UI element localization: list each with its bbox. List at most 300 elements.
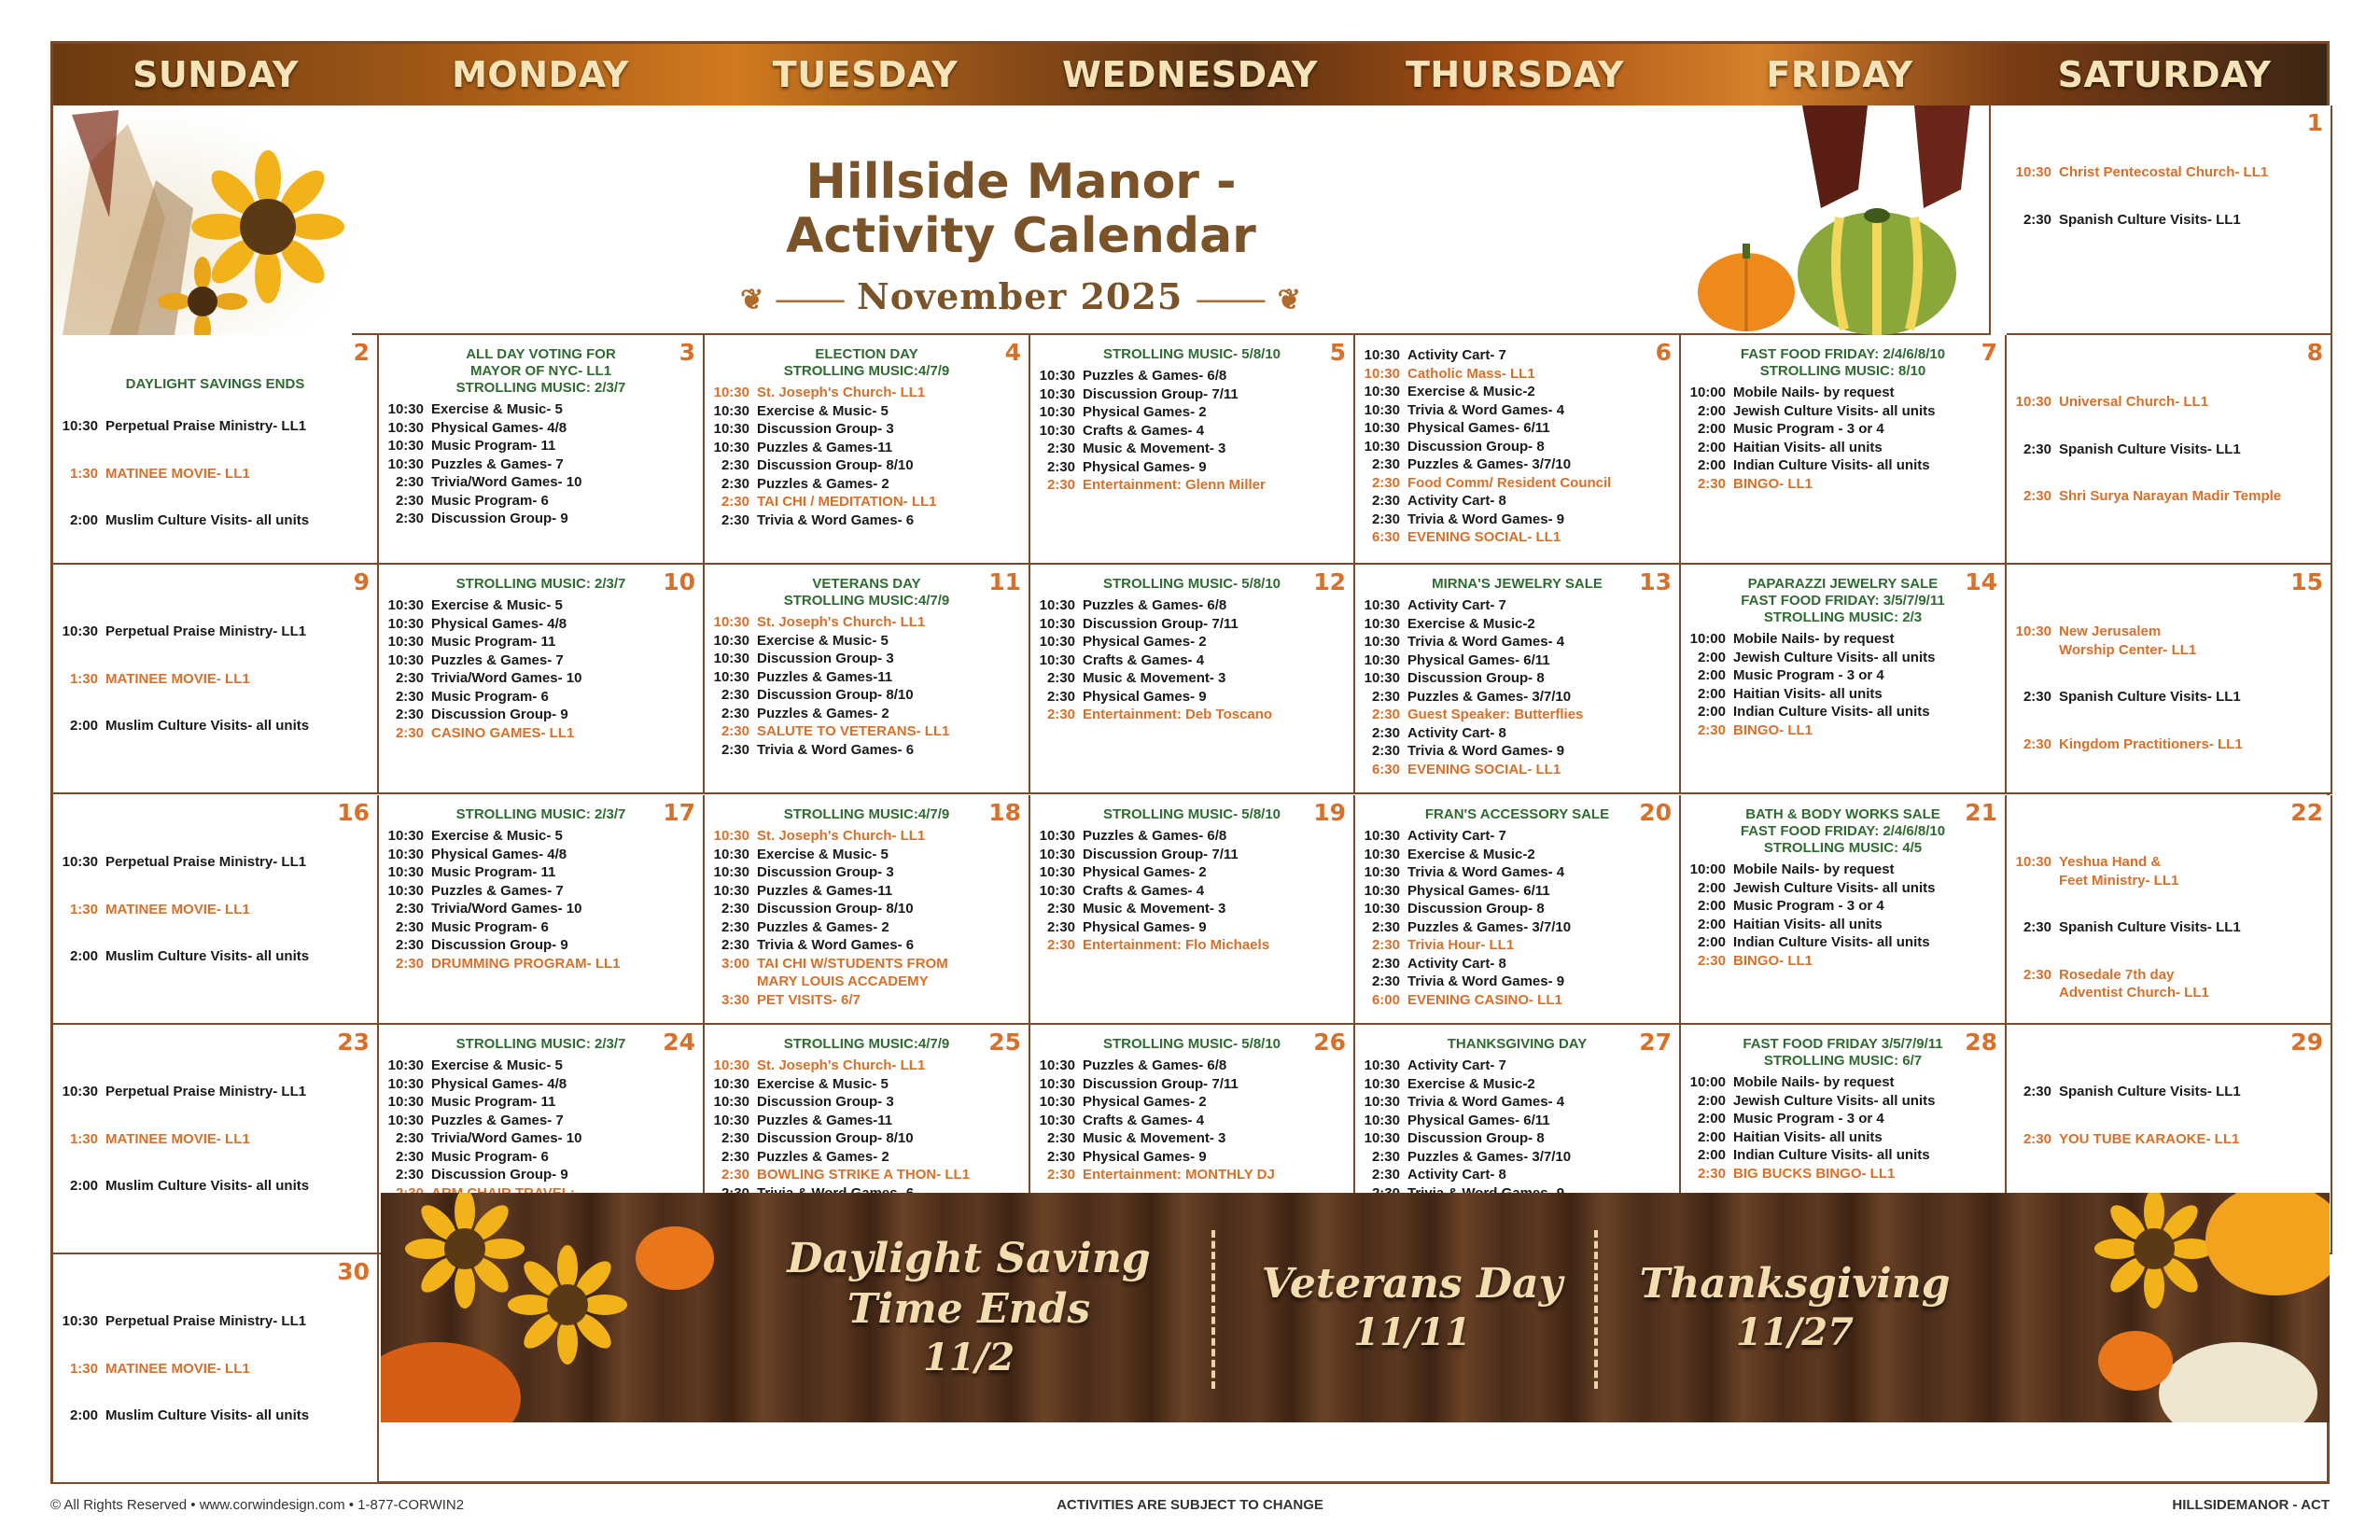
activity-name-line: Activity Cart- 7 bbox=[1407, 347, 1506, 363]
activity-time: 10:30 bbox=[1039, 1094, 1075, 1110]
activity-name-line: Discussion Group- 3 bbox=[757, 651, 894, 666]
activity-name-line: Music Program- 11 bbox=[431, 864, 556, 880]
activity-name-line: Spanish Culture Visits- LL1 bbox=[2059, 441, 2241, 457]
activity-name bbox=[1733, 666, 1884, 685]
activity-time: 10:30 bbox=[1039, 615, 1075, 632]
activity-item bbox=[1361, 882, 1679, 901]
activity-name bbox=[1083, 476, 1266, 495]
activity-name bbox=[431, 419, 567, 438]
activity-item bbox=[1036, 1075, 1353, 1094]
dst-line2: Time Ends bbox=[847, 1285, 1091, 1333]
activity-time: 2:30 bbox=[1046, 441, 1075, 456]
activity-item bbox=[385, 1057, 703, 1075]
activity-name-line: Music & Movement- 3 bbox=[1083, 901, 1226, 917]
activity-item bbox=[1036, 403, 1353, 422]
activity-time: 10:30 bbox=[2015, 164, 2051, 180]
day-cell bbox=[705, 565, 1030, 794]
vet-date: 11/11 bbox=[1353, 1310, 1471, 1354]
activity-time: 2:30 bbox=[395, 474, 424, 490]
event-header-line: FRAN'S ACCESSORY SALE bbox=[1424, 806, 1610, 822]
activity-time: 10:30 bbox=[1364, 615, 1400, 632]
weekday-monday: MONDAY bbox=[452, 54, 629, 95]
activity-time: 2:30 bbox=[721, 1167, 749, 1183]
activity-name-line: Jewish Culture Visits- all units bbox=[1733, 649, 1936, 665]
activity-item bbox=[385, 936, 703, 955]
weekday-friday: FRIDAY bbox=[1766, 54, 1913, 95]
activity-name-line: Discussion Group- 7/11 bbox=[1083, 615, 1239, 632]
activity-time: 2:30 bbox=[395, 511, 424, 526]
activity-item bbox=[1036, 422, 1353, 441]
activity-name bbox=[1733, 685, 1883, 704]
activity-item bbox=[710, 1075, 1029, 1094]
activity-name-line: YOU TUBE KARAOKE- LL1 bbox=[2059, 1130, 2240, 1147]
day-number: 12 bbox=[1313, 568, 1346, 595]
day-number: 5 bbox=[1329, 339, 1346, 366]
activity-item bbox=[1687, 703, 2005, 721]
activity-list bbox=[705, 384, 1029, 529]
activity-name bbox=[105, 901, 250, 919]
activity-item bbox=[1361, 651, 1679, 670]
activity-item bbox=[1036, 846, 1353, 864]
activity-name-line: Puzzles & Games- 6/8 bbox=[1083, 597, 1227, 613]
activity-list bbox=[53, 1312, 377, 1425]
title-area bbox=[53, 105, 1991, 335]
activity-name-line: Haitian Visits- all units bbox=[1733, 685, 1883, 702]
activity-list bbox=[1681, 861, 2005, 970]
activity-item bbox=[59, 670, 377, 689]
activity-time: 10:30 bbox=[2015, 394, 2051, 410]
activity-name bbox=[1407, 827, 1506, 846]
day-number: 28 bbox=[1965, 1029, 1997, 1056]
event-header-line: ELECTION DAY bbox=[815, 346, 918, 362]
activity-name-line: Discussion Group- 8/10 bbox=[757, 457, 914, 473]
activity-time: 2:30 bbox=[2023, 919, 2051, 935]
activity-time: 2:30 bbox=[1046, 937, 1075, 953]
activity-name bbox=[757, 456, 914, 475]
activity-item bbox=[1687, 1165, 2005, 1183]
activity-item bbox=[1036, 863, 1353, 882]
banner-veterans-day bbox=[1230, 1193, 1594, 1422]
activity-item bbox=[59, 717, 377, 735]
activity-list bbox=[1681, 384, 2005, 493]
activity-item bbox=[710, 420, 1029, 439]
activity-item bbox=[385, 706, 703, 724]
activity-name bbox=[431, 863, 555, 882]
activity-name bbox=[757, 882, 892, 901]
activity-item bbox=[385, 1129, 703, 1148]
activity-item bbox=[2012, 966, 2331, 1002]
day-event-header bbox=[1030, 346, 1353, 363]
activity-list bbox=[2007, 623, 2331, 753]
activity-name-line: TAI CHI / MEDITATION- LL1 bbox=[757, 494, 937, 510]
activity-name-line: PET VISITS- 6/7 bbox=[757, 991, 861, 1008]
activity-name-line: Discussion Group- 8 bbox=[1407, 438, 1545, 455]
activity-time: 2:30 bbox=[2023, 488, 2051, 504]
activity-item bbox=[385, 846, 703, 864]
event-header-line: STROLLING MUSIC:4/7/9 bbox=[783, 806, 950, 822]
activity-item bbox=[1361, 761, 1679, 779]
activity-item bbox=[1361, 973, 1679, 991]
day-cell bbox=[2007, 795, 2332, 1025]
activity-item bbox=[385, 955, 703, 973]
day-cell bbox=[1355, 795, 1681, 1025]
activity-item bbox=[2012, 853, 2331, 889]
day-cell bbox=[1030, 565, 1355, 794]
activity-name bbox=[431, 724, 574, 743]
activity-time: 10:30 bbox=[387, 1112, 424, 1128]
activity-name bbox=[431, 882, 564, 901]
event-header-line: STROLLING MUSIC- 5/8/10 bbox=[1102, 806, 1281, 822]
day-number: 26 bbox=[1313, 1029, 1346, 1056]
activity-name bbox=[1407, 528, 1561, 547]
event-header-line: MIRNA'S JEWELRY SALE bbox=[1432, 576, 1603, 592]
activity-name-line: Puzzles & Games- 6/8 bbox=[1083, 368, 1227, 384]
activity-time: 10:00 bbox=[1689, 1074, 1726, 1090]
activity-name-line: BINGO- LL1 bbox=[1733, 952, 1813, 969]
activity-time: 2:30 bbox=[395, 688, 424, 705]
activity-name bbox=[757, 1112, 892, 1130]
activity-item bbox=[385, 900, 703, 918]
day-cell bbox=[1030, 795, 1355, 1025]
activity-list bbox=[2007, 163, 2331, 229]
activity-name bbox=[431, 688, 549, 707]
activity-name-line: Physical Games- 4/8 bbox=[431, 615, 567, 632]
activity-item bbox=[1361, 528, 1679, 547]
activity-name bbox=[1733, 420, 1884, 439]
activity-name bbox=[1083, 615, 1239, 634]
activity-list bbox=[379, 1057, 703, 1202]
dst-line1: Daylight Saving bbox=[787, 1235, 1151, 1282]
activity-name bbox=[2059, 735, 2243, 754]
activity-name bbox=[105, 1360, 250, 1379]
event-header-line: STROLLING MUSIC: 2/3/7 bbox=[455, 1036, 626, 1052]
day-cell bbox=[379, 795, 705, 1025]
activity-name-line: Physical Games- 9 bbox=[1083, 458, 1207, 475]
weekday-sunday: SUNDAY bbox=[133, 54, 299, 95]
activity-name bbox=[1407, 742, 1564, 761]
activity-name bbox=[1407, 1075, 1535, 1094]
activity-time: 2:00 bbox=[69, 512, 98, 528]
activity-name-line: Universal Church- LL1 bbox=[2059, 394, 2209, 410]
activity-item bbox=[1687, 439, 2005, 457]
activity-item bbox=[710, 900, 1029, 918]
activity-name bbox=[1407, 936, 1514, 955]
activity-name-line: Jewish Culture Visits- all units bbox=[1733, 402, 1936, 419]
day-number: 16 bbox=[337, 799, 370, 826]
activity-item bbox=[385, 882, 703, 901]
activity-item bbox=[710, 846, 1029, 864]
activity-item bbox=[710, 511, 1029, 530]
activity-name bbox=[1083, 827, 1226, 846]
day-number: 19 bbox=[1313, 799, 1346, 826]
activity-item bbox=[1361, 1075, 1679, 1094]
activity-time: 10:30 bbox=[387, 615, 424, 632]
activity-name bbox=[1733, 703, 1930, 721]
activity-name bbox=[1083, 367, 1226, 385]
activity-name-line: St. Joseph's Church- LL1 bbox=[757, 828, 926, 844]
activity-name-line: Exercise & Music- 5 bbox=[431, 828, 563, 844]
activity-name bbox=[2059, 918, 2241, 937]
activity-name-line: Jewish Culture Visits- all units bbox=[1733, 1092, 1936, 1109]
day-cell bbox=[2007, 565, 2332, 794]
activity-name bbox=[1407, 918, 1571, 937]
day-number: 23 bbox=[337, 1029, 370, 1056]
activity-item bbox=[710, 741, 1029, 760]
activity-item bbox=[2012, 1130, 2331, 1149]
activity-time: 10:30 bbox=[713, 1094, 749, 1110]
activity-time: 2:00 bbox=[69, 1407, 98, 1423]
activity-time: 1:30 bbox=[69, 1360, 98, 1377]
activity-name bbox=[1083, 706, 1272, 724]
activity-name-line: Physical Games- 4/8 bbox=[431, 846, 567, 862]
activity-name bbox=[105, 511, 309, 530]
day-number: 18 bbox=[988, 799, 1021, 826]
activity-item bbox=[1036, 706, 1353, 724]
activity-name-line: Crafts & Games- 4 bbox=[1083, 882, 1205, 899]
activity-name-line: Puzzles & Games- 2 bbox=[757, 1148, 889, 1165]
activity-time: 10:30 bbox=[1039, 634, 1075, 650]
activity-name-line: Music Program - 3 or 4 bbox=[1733, 1111, 1884, 1127]
activity-item bbox=[1361, 955, 1679, 973]
day-number: 1 bbox=[2306, 109, 2323, 136]
activity-time: 2:00 bbox=[1697, 649, 1726, 665]
activity-time: 10:30 bbox=[713, 846, 749, 862]
activity-time: 2:30 bbox=[1697, 721, 1726, 738]
activity-item bbox=[1036, 367, 1353, 385]
activity-time: 10:30 bbox=[1039, 1112, 1075, 1128]
activity-time: 2:30 bbox=[1371, 937, 1400, 953]
activity-item bbox=[1687, 456, 2005, 475]
day-number: 29 bbox=[2290, 1029, 2323, 1056]
activity-time: 2:30 bbox=[721, 457, 749, 473]
activity-item bbox=[1361, 918, 1679, 937]
activity-name-line: Trivia & Word Games- 4 bbox=[1407, 864, 1565, 880]
event-header-line: FAST FOOD FRIDAY: 2/4/6/8/10 bbox=[1740, 823, 1946, 839]
activity-item bbox=[1687, 1146, 2005, 1165]
activity-name bbox=[105, 1130, 250, 1149]
activity-item bbox=[1036, 827, 1353, 846]
activity-name-line: Spanish Culture Visits- LL1 bbox=[2059, 1084, 2241, 1099]
activity-time: 10:30 bbox=[1039, 422, 1075, 439]
activity-name-line: Physical Games- 2 bbox=[1083, 634, 1207, 650]
activity-name-line: Puzzles & Games- 3/7/10 bbox=[1407, 456, 1572, 472]
activity-name bbox=[1733, 933, 1930, 952]
activity-time: 2:30 bbox=[1046, 688, 1075, 705]
activity-name-line: BINGO- LL1 bbox=[1733, 475, 1813, 492]
activity-name-line: Kingdom Practitioners- LL1 bbox=[2059, 735, 2243, 752]
activity-item bbox=[2012, 735, 2331, 754]
activity-name bbox=[431, 936, 568, 955]
activity-item bbox=[385, 1112, 703, 1130]
activity-item bbox=[1036, 688, 1353, 707]
activity-time: 2:30 bbox=[395, 1167, 424, 1183]
activity-name bbox=[1083, 688, 1207, 707]
activity-name bbox=[105, 717, 309, 735]
day-event-header bbox=[1681, 806, 2005, 857]
activity-item bbox=[385, 510, 703, 528]
activity-time: 2:30 bbox=[2023, 735, 2051, 752]
activity-name-line: MATINEE MOVIE- LL1 bbox=[105, 1130, 250, 1147]
activity-item bbox=[59, 1312, 377, 1331]
activity-time: 10:30 bbox=[387, 455, 424, 472]
activity-name bbox=[757, 918, 889, 937]
activity-time: 2:00 bbox=[69, 948, 98, 964]
activity-item bbox=[385, 473, 703, 492]
event-header-line: FAST FOOD FRIDAY 3/5/7/9/11 bbox=[1743, 1036, 1943, 1052]
activity-item bbox=[710, 613, 1029, 632]
activity-item bbox=[385, 400, 703, 419]
event-header-line: STROLLING MUSIC- 5/8/10 bbox=[1102, 576, 1281, 592]
activity-name-line: Puzzles & Games- 7 bbox=[431, 1112, 564, 1128]
activity-name bbox=[431, 400, 563, 419]
activity-name bbox=[1407, 900, 1545, 918]
activity-item bbox=[385, 688, 703, 707]
activity-time: 2:00 bbox=[1697, 685, 1726, 702]
calendar-title-line2: Activity Calendar bbox=[786, 208, 1256, 264]
activity-name-line: Guest Speaker: Butterflies bbox=[1407, 707, 1584, 722]
activity-name bbox=[1083, 1093, 1207, 1112]
activity-name bbox=[431, 706, 568, 724]
activity-name-line: Discussion Group- 7/11 bbox=[1083, 846, 1239, 862]
activity-name bbox=[2059, 487, 2281, 506]
activity-time: 2:30 bbox=[395, 724, 424, 741]
activity-time: 2:00 bbox=[1697, 1092, 1726, 1109]
activity-time: 2:00 bbox=[1697, 402, 1726, 419]
activity-time: 10:00 bbox=[1689, 385, 1726, 400]
activity-name bbox=[105, 853, 306, 872]
activity-name-line: Jewish Culture Visits- all units bbox=[1733, 879, 1936, 896]
activity-name bbox=[105, 1083, 306, 1101]
activity-name bbox=[431, 1129, 581, 1148]
activity-time: 2:30 bbox=[721, 687, 749, 703]
activity-item bbox=[1687, 384, 2005, 402]
activity-name-line: Puzzles & Games- 3/7/10 bbox=[1407, 1148, 1572, 1165]
activity-name bbox=[1407, 1129, 1545, 1148]
activity-time: 10:30 bbox=[1364, 438, 1400, 455]
activity-name-line: MATINEE MOVIE- LL1 bbox=[105, 465, 250, 482]
activity-name bbox=[757, 955, 948, 991]
event-header-line: STROLLING MUSIC: 2/3/7 bbox=[455, 806, 626, 822]
activity-time: 10:30 bbox=[1364, 420, 1400, 436]
activity-name-line: Exercise & Music- 5 bbox=[757, 402, 889, 419]
activity-name bbox=[1407, 346, 1506, 365]
activity-name bbox=[431, 633, 555, 651]
activity-name bbox=[1733, 402, 1935, 421]
activity-item bbox=[385, 1075, 703, 1094]
day-cell bbox=[53, 795, 379, 1025]
activity-item bbox=[59, 465, 377, 483]
activity-name-line: Perpetual Praise Ministry- LL1 bbox=[105, 1084, 307, 1099]
activity-time: 1:30 bbox=[69, 1130, 98, 1147]
activity-name-line: Puzzles & Games-11 bbox=[757, 882, 893, 899]
day-number: 22 bbox=[2290, 799, 2323, 826]
activity-name-line: Physical Games- 2 bbox=[1083, 864, 1207, 880]
activity-item bbox=[710, 827, 1029, 846]
activity-name bbox=[757, 511, 914, 530]
activity-name bbox=[1083, 651, 1204, 670]
activity-item bbox=[1036, 1093, 1353, 1112]
event-header-line: STROLLING MUSIC: 8/10 bbox=[1759, 363, 1926, 379]
activity-item bbox=[59, 901, 377, 919]
activity-item bbox=[1361, 401, 1679, 420]
activity-name-line: Exercise & Music- 5 bbox=[431, 401, 563, 417]
activity-time: 2:30 bbox=[721, 494, 749, 510]
activity-list bbox=[1355, 1057, 1679, 1202]
activity-name bbox=[105, 417, 306, 436]
activity-name-line: Activity Cart- 8 bbox=[1407, 1167, 1506, 1183]
activity-list bbox=[705, 1057, 1029, 1202]
activity-item bbox=[59, 1130, 377, 1149]
activity-time: 2:00 bbox=[1697, 934, 1726, 950]
day-number: 30 bbox=[337, 1258, 370, 1285]
activity-item bbox=[1361, 669, 1679, 688]
activity-time: 2:30 bbox=[1371, 1148, 1400, 1165]
activity-item bbox=[385, 827, 703, 846]
activity-name-line: Physical Games- 4/8 bbox=[431, 419, 567, 436]
event-header-line: VETERANS DAY bbox=[812, 576, 921, 592]
activity-name-line: Rosedale 7th day bbox=[2059, 966, 2175, 983]
activity-time: 2:30 bbox=[2023, 689, 2051, 705]
activity-time: 1:30 bbox=[69, 465, 98, 482]
activity-item bbox=[1687, 420, 2005, 439]
activity-name bbox=[757, 846, 889, 864]
activity-name-line: Mobile Nails- by request bbox=[1733, 861, 1895, 877]
activity-item bbox=[1036, 936, 1353, 955]
activity-time: 2:30 bbox=[1046, 670, 1075, 686]
activity-time: 10:30 bbox=[387, 882, 424, 899]
weekday-header bbox=[53, 44, 2327, 105]
activity-time: 2:30 bbox=[1371, 955, 1400, 972]
activity-name bbox=[1733, 1146, 1930, 1165]
activity-name-line: Exercise & Music-2 bbox=[1407, 1075, 1535, 1092]
activity-name bbox=[1733, 952, 1813, 971]
activity-name-line: Discussion Group- 8/10 bbox=[757, 901, 914, 917]
day-number: 15 bbox=[2290, 568, 2323, 595]
activity-name bbox=[2059, 1083, 2241, 1101]
activity-item bbox=[1687, 916, 2005, 934]
activity-time: 2:30 bbox=[1046, 707, 1075, 722]
activity-name-line: Worship Center- LL1 bbox=[2059, 641, 2197, 658]
activity-item bbox=[1687, 933, 2005, 952]
activity-item bbox=[1361, 846, 1679, 864]
activity-item bbox=[385, 492, 703, 511]
activity-name bbox=[431, 900, 581, 918]
activity-item bbox=[1036, 440, 1353, 458]
footer bbox=[50, 1497, 2330, 1519]
activity-time: 2:00 bbox=[1697, 916, 1726, 932]
activity-name-line: Trivia & Word Games- 9 bbox=[1407, 973, 1565, 989]
activity-name-line: Trivia Hour- LL1 bbox=[1407, 937, 1515, 953]
activity-list bbox=[2007, 853, 2331, 1002]
day-event-header bbox=[1030, 576, 1353, 593]
event-header-line: STROLLING MUSIC: 2/3/7 bbox=[455, 380, 626, 396]
activity-name-line: Discussion Group- 9 bbox=[431, 707, 568, 722]
tg-line1: Thanksgiving bbox=[1639, 1260, 1951, 1308]
activity-time: 10:30 bbox=[1364, 597, 1400, 613]
activity-name bbox=[431, 1148, 549, 1167]
activity-item bbox=[1687, 666, 2005, 685]
activity-name-line: Exercise & Music- 5 bbox=[757, 1075, 889, 1092]
activity-name bbox=[431, 510, 568, 528]
activity-list bbox=[1681, 1073, 2005, 1183]
activity-time: 10:30 bbox=[387, 634, 424, 650]
activity-item bbox=[710, 402, 1029, 421]
activity-item bbox=[385, 669, 703, 688]
activity-name-line: Discussion Group- 7/11 bbox=[1083, 1075, 1239, 1092]
activity-time: 2:30 bbox=[395, 901, 424, 917]
activity-name bbox=[757, 1093, 894, 1112]
activity-time: 2:00 bbox=[1697, 898, 1726, 914]
